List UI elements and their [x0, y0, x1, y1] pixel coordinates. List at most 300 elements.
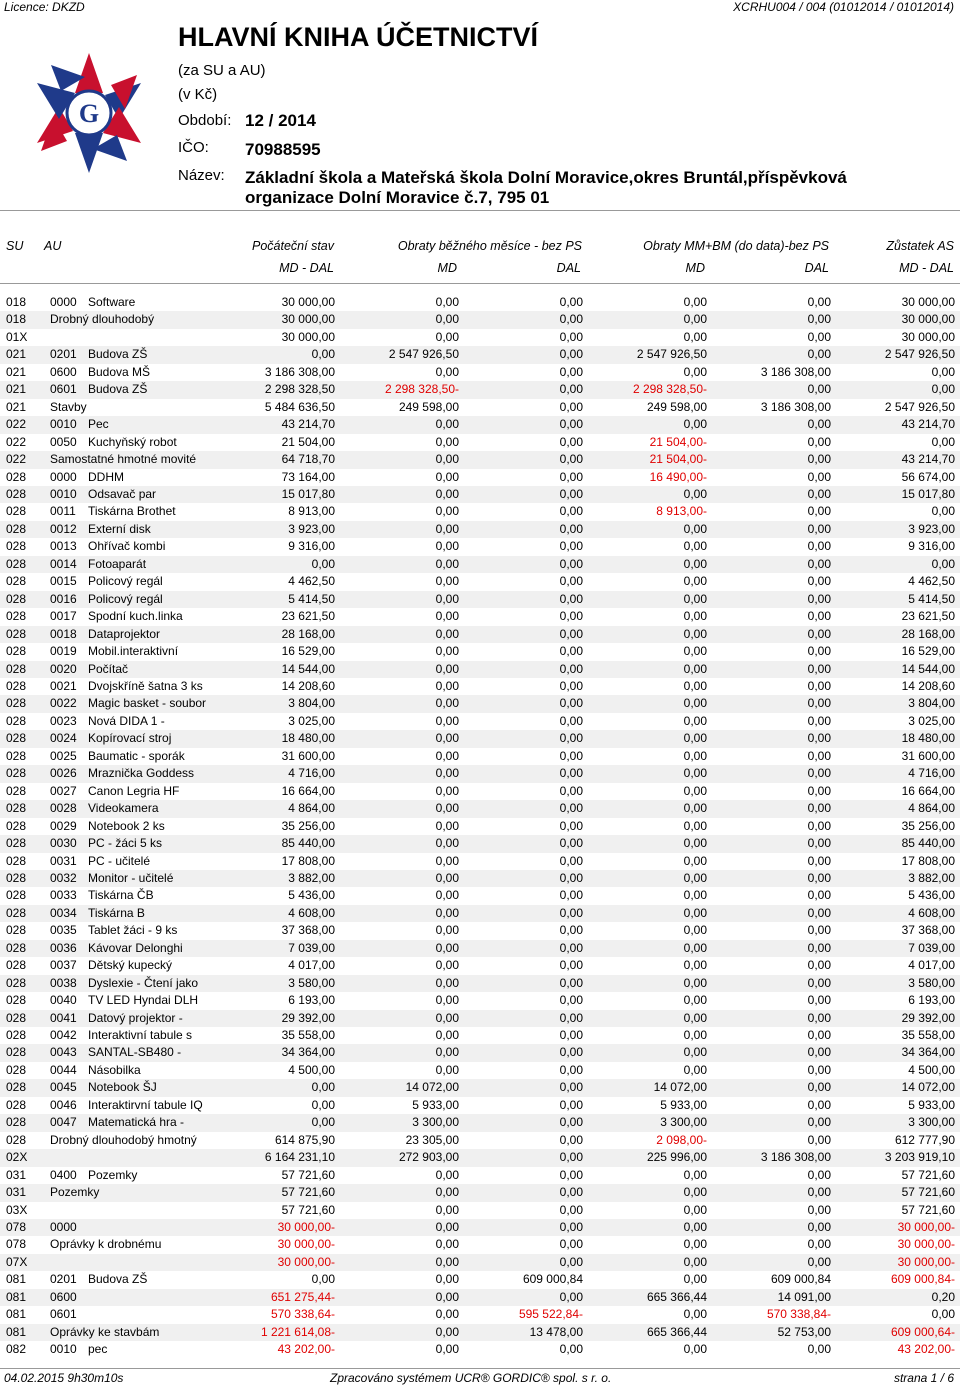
cell-balance: 3 580,00	[831, 975, 960, 992]
cell-ps: 57 721,60	[218, 1184, 335, 1201]
cell-balance: 28 168,00	[831, 626, 960, 643]
cell-ps: 57 721,60	[281, 1202, 335, 1217]
cell-name: Kávovar Delonghi	[88, 940, 218, 957]
cell-balance: 6 193,00	[908, 993, 955, 1008]
cell-md-month: 0,00	[335, 1254, 459, 1271]
cell-balance: 5 933,00	[908, 1097, 955, 1112]
col-dal2: DAL	[804, 261, 829, 275]
cell-au	[50, 1149, 88, 1166]
cell-au: Samostatné hmotné movité	[50, 451, 218, 468]
cell-md-cum: 249 598,00	[646, 399, 707, 414]
cell-balance: 612 777,90	[894, 1132, 955, 1147]
cell-md-month: 0,00	[435, 1272, 459, 1287]
cell-md-month: 0,00	[435, 469, 459, 484]
cell-name: Fotoaparát	[88, 556, 218, 573]
cell-au: 0201	[50, 1272, 77, 1287]
cell-name: Budova MŠ	[88, 364, 151, 379]
table-row	[0, 661, 960, 678]
cell-su: 028	[6, 713, 27, 728]
cell-name: Tablet žáci - 9 ks	[88, 923, 178, 938]
cell-md-month: 0,00	[435, 713, 459, 728]
cell-dal-cum: 0,00	[707, 1219, 831, 1236]
cell-su: 028	[6, 783, 27, 798]
cell-name: PC - žáci 5 ks	[88, 835, 218, 852]
cell-md-month: 5 933,00	[412, 1097, 459, 1112]
table-row	[0, 887, 960, 904]
cell-md-month: 0,00	[335, 765, 459, 782]
cell-ps: 4 864,00	[218, 800, 335, 817]
cell-dal-month: 0,00	[459, 1219, 583, 1236]
cell-ps: 28 168,00	[218, 626, 335, 643]
cell-md-month: 23 305,00	[405, 1132, 459, 1147]
cell-md-month: 0,00	[335, 521, 459, 538]
cell-dal-cum: 0,00	[807, 644, 831, 659]
cell-au: Oprávky k drobnému	[50, 1237, 162, 1252]
cell-ps: 73 164,00	[281, 469, 335, 484]
cell-dal-cum: 0,00	[807, 818, 831, 833]
cell-md-cum: 8 913,00-	[656, 504, 707, 519]
cell-balance: 3 882,00	[831, 870, 960, 887]
cell-dal-month: 0,00	[459, 765, 583, 782]
cell-dal-cum: 0,00	[807, 504, 831, 519]
table-row	[0, 1167, 960, 1184]
cell-su: 028	[6, 818, 27, 833]
cell-md-cum: 0,00	[583, 1219, 707, 1236]
cell-ps: 5 436,00	[288, 888, 335, 903]
cell-ps: 2 298 328,50	[218, 381, 335, 398]
cell-au: 0040	[50, 993, 77, 1008]
cell-dal-month: 0,00	[559, 329, 583, 344]
cell-md-cum: 0,00	[683, 923, 707, 938]
cell-balance: 34 364,00	[831, 1044, 960, 1061]
cell-md-month: 0,00	[435, 1028, 459, 1043]
cell-au: Stavby	[50, 399, 87, 414]
cell-au: 0400	[50, 1167, 77, 1182]
cell-dal-cum: 0,00	[707, 905, 831, 922]
cell-name: Canon Legria HF	[88, 783, 180, 798]
cell-ps: 14 544,00	[218, 661, 335, 678]
cell-dal-month: 0,00	[559, 469, 583, 484]
cell-md-cum: 0,00	[683, 818, 707, 833]
table-row	[0, 451, 960, 468]
cell-dal-month: 0,00	[459, 591, 583, 608]
cell-md-month: 0,00	[435, 1237, 459, 1252]
cell-ps: 1 221 614,08-	[218, 1324, 335, 1341]
cell-ps: 30 000,00	[218, 311, 335, 328]
cell-md-month: 0,00	[435, 678, 459, 693]
table-row	[0, 1236, 960, 1253]
cell-balance: 23 621,50	[901, 609, 955, 624]
cell-balance: 3 203 919,10	[831, 1149, 960, 1166]
cell-dal-month: 0,00	[559, 399, 583, 414]
cell-dal-month: 0,00	[459, 1184, 583, 1201]
cell-name: Mobil.interaktivní	[88, 644, 179, 659]
cell-ps: 0,00	[218, 1079, 335, 1096]
cell-su: 028	[6, 504, 27, 519]
col-au: AU	[44, 239, 62, 253]
cell-au: 0044	[50, 1062, 77, 1077]
cell-md-cum: 0,00	[583, 905, 707, 922]
cell-ps: 30 000,00	[281, 329, 335, 344]
cell-dal-month: 0,00	[459, 975, 583, 992]
table-row	[0, 538, 960, 555]
cell-ps: 8 913,00	[288, 504, 335, 519]
cell-dal-cum: 0,00	[707, 1114, 831, 1131]
footer	[0, 1368, 960, 1387]
cell-dal-cum: 0,00	[807, 539, 831, 554]
cell-su: 028	[6, 609, 27, 624]
report-title: HLAVNÍ KNIHA ÚČETNICTVÍ	[178, 22, 538, 52]
cell-dal-month: 0,00	[459, 905, 583, 922]
cell-name: SANTAL-SB480 -	[88, 1044, 218, 1061]
table-row	[0, 730, 960, 747]
cell-name: Spodní kuch.linka	[88, 609, 183, 624]
table-row	[0, 1097, 960, 1114]
table-row	[0, 975, 960, 992]
cell-dal-month: 0,00	[559, 1202, 583, 1217]
cell-dal-cum: 0,00	[707, 311, 831, 328]
cell-su: 021	[0, 346, 50, 363]
table-row	[0, 940, 960, 957]
table-row	[0, 591, 960, 608]
cell-dal-cum: 3 186 308,00	[707, 1149, 831, 1166]
cell-md-month: 0,00	[435, 783, 459, 798]
cell-md-cum: 0,00	[583, 695, 707, 712]
cell-au: 0014	[50, 556, 88, 573]
cell-name: Dyslexie - Čtení jako	[88, 975, 218, 992]
cell-md-month: 0,00	[335, 1324, 459, 1341]
table-row	[0, 573, 960, 590]
table-row	[0, 853, 960, 870]
cell-dal-cum: 0,00	[707, 451, 831, 468]
cell-name: Kuchyňský robot	[88, 434, 177, 449]
table-row	[0, 1079, 960, 1096]
cell-md-cum: 21 504,00-	[583, 451, 707, 468]
cell-su: 028	[6, 539, 27, 554]
cell-dal-month: 0,00	[559, 853, 583, 868]
cell-dal-cum: 0,00	[707, 695, 831, 712]
cell-md-month: 0,00	[335, 451, 459, 468]
cell-dal-month: 0,00	[559, 574, 583, 589]
table-row	[0, 800, 960, 817]
cell-su: 028	[6, 1062, 27, 1077]
cell-md-cum: 0,00	[583, 975, 707, 992]
cell-ps: 29 392,00	[218, 1010, 335, 1027]
cell-balance: 30 000,00	[831, 311, 960, 328]
cell-dal-month: 0,00	[559, 1237, 583, 1252]
cell-dal-cum: 0,00	[807, 958, 831, 973]
cell-md-cum: 0,00	[583, 521, 707, 538]
cell-balance: 609 000,84-	[890, 1272, 955, 1287]
cell-balance: 43 214,70	[831, 416, 960, 433]
cell-balance: 4 017,00	[908, 958, 955, 973]
cell-md-month: 14 072,00	[335, 1079, 459, 1096]
cell-name: Notebook ŠJ	[88, 1079, 218, 1096]
cell-md-cum: 0,00	[583, 591, 707, 608]
cell-au: 0047	[50, 1114, 88, 1131]
cell-dal-month: 0,00	[559, 783, 583, 798]
cell-dal-month: 609 000,84	[522, 1272, 583, 1287]
cell-balance: 609 000,64-	[831, 1324, 960, 1341]
cell-su: 028	[0, 626, 50, 643]
cell-au: 0028	[50, 800, 88, 817]
cell-ps: 570 338,64-	[270, 1307, 335, 1322]
cell-su: 022	[0, 416, 50, 433]
cell-name: Monitor - učitelé	[88, 870, 218, 887]
cell-au: 0010	[50, 486, 88, 503]
cell-su: 021	[6, 364, 27, 379]
cell-md-cum: 0,00	[683, 539, 707, 554]
cell-balance: 0,00	[931, 1307, 955, 1322]
subtitle-currency: (v Kč)	[178, 86, 218, 103]
cell-balance: 0,00	[931, 504, 955, 519]
cell-ps: 3 025,00	[288, 713, 335, 728]
cell-balance: 57 721,60	[901, 1167, 955, 1182]
table-row	[0, 870, 960, 887]
cell-au: 0000	[50, 1219, 88, 1236]
cell-ps: 0,00	[218, 346, 335, 363]
table-row	[0, 748, 960, 765]
cell-balance: 30 000,00-	[831, 1254, 960, 1271]
cell-su: 031	[6, 1167, 27, 1182]
cell-au	[50, 329, 88, 346]
cell-md-month: 0,00	[335, 1184, 459, 1201]
cell-md-cum: 0,00	[683, 1167, 707, 1182]
cell-au: 0029	[50, 818, 77, 833]
table-row	[0, 695, 960, 712]
cell-md-month: 0,00	[435, 434, 459, 449]
table-row	[0, 818, 960, 835]
col-ps: Počáteční stav	[252, 239, 334, 253]
cell-name: Interaktivní tabule s	[88, 1028, 193, 1043]
cell-ps: 18 480,00	[218, 730, 335, 747]
period-label: Období:	[178, 112, 232, 129]
cell-au: 0041	[50, 1010, 88, 1027]
cell-su: 028	[6, 1132, 27, 1147]
cell-name	[88, 1202, 218, 1219]
cell-su: 028	[6, 469, 27, 484]
table-row	[0, 608, 960, 625]
organization-name-line2: organizace Dolní Moravice č.7, 795 01	[245, 188, 550, 207]
cell-ps: 4 608,00	[218, 905, 335, 922]
cell-au: 0011	[50, 504, 76, 519]
cell-au: 0034	[50, 905, 88, 922]
cell-dal-cum: 0,00	[807, 469, 831, 484]
cell-md-month: 0,00	[435, 1167, 459, 1182]
cell-md-month: 3 300,00	[335, 1114, 459, 1131]
cell-md-month: 0,00	[335, 835, 459, 852]
cell-md-month: 2 298 328,50-	[335, 381, 459, 398]
table-row	[0, 1010, 960, 1027]
cell-md-month: 0,00	[335, 626, 459, 643]
cell-name: DDHM	[88, 469, 124, 484]
cell-md-cum: 0,00	[583, 730, 707, 747]
cell-balance: 16 529,00	[901, 644, 955, 659]
cell-md-cum: 21 504,00-	[649, 434, 707, 449]
organization-name	[245, 168, 945, 208]
table-row	[0, 1149, 960, 1166]
cell-au: 0013	[50, 539, 77, 554]
cell-dal-month: 0,00	[459, 1010, 583, 1027]
footer-date: 04.02.2015 9h30m10s	[4, 1371, 124, 1385]
cell-md-month: 0,00	[435, 1062, 459, 1077]
cell-su: 028	[6, 644, 27, 659]
table-row	[0, 486, 960, 503]
cell-name	[88, 1149, 218, 1166]
logo-letter: G	[78, 99, 100, 128]
table-row	[0, 1324, 960, 1341]
cell-balance: 0,00	[831, 381, 960, 398]
table-row	[0, 1027, 960, 1044]
cell-name: Tiskárna ČB	[88, 888, 154, 903]
cell-dal-cum: 0,00	[807, 574, 831, 589]
cell-dal-month: 0,00	[559, 1342, 583, 1357]
cell-dal-cum: 14 091,00	[707, 1289, 831, 1306]
cell-name: Interaktirvní tabule IQ	[88, 1097, 203, 1112]
cell-md-cum: 0,00	[683, 1062, 707, 1077]
cell-ps: 43 214,70	[218, 416, 335, 433]
cell-dal-month: 0,00	[459, 800, 583, 817]
cell-balance: 16 664,00	[901, 783, 955, 798]
cell-name: pec	[88, 1342, 108, 1357]
cell-ps: 34 364,00	[218, 1044, 335, 1061]
cell-au: 0600	[50, 364, 77, 379]
cell-name	[88, 1254, 218, 1271]
cell-su: 081	[6, 1272, 27, 1287]
cell-balance: 5 414,50	[831, 591, 960, 608]
cell-dal-cum: 0,00	[707, 521, 831, 538]
cell-dal-month: 0,00	[559, 295, 583, 309]
cell-md-cum: 0,00	[683, 1307, 707, 1322]
cell-md-month: 0,00	[335, 311, 459, 328]
cell-md-month: 272 903,00	[335, 1149, 459, 1166]
cell-su: 081	[0, 1324, 50, 1341]
cell-ps: 30 000,00-	[218, 1219, 335, 1236]
table-row	[0, 1132, 960, 1149]
cell-ps: 4 462,50	[288, 574, 335, 589]
cell-md-cum: 0,00	[683, 993, 707, 1008]
cell-dal-cum: 0,00	[807, 888, 831, 903]
cell-ps: 57 721,60	[281, 1167, 335, 1182]
footer-system: Zpracováno systémem UCR® GORDIC® spol. s r. o.	[330, 1371, 612, 1385]
cell-ps: 3 882,00	[218, 870, 335, 887]
cell-dal-month: 0,00	[559, 609, 583, 624]
cell-su: 028	[0, 521, 50, 538]
table-row	[0, 957, 960, 974]
cell-balance: 14 072,00	[831, 1079, 960, 1096]
cell-ps: 7 039,00	[218, 940, 335, 957]
cell-dal-cum: 0,00	[707, 591, 831, 608]
cell-dal-month: 0,00	[559, 923, 583, 938]
cell-md-cum: 0,00	[683, 295, 707, 309]
cell-ps: 30 000,00	[281, 295, 335, 309]
cell-md-month: 0,00	[435, 364, 459, 379]
cell-ps: 85 440,00	[218, 835, 335, 852]
cell-md-cum: 0,00	[683, 609, 707, 624]
cell-dal-month: 0,00	[559, 1028, 583, 1043]
cell-ps: 0,00	[311, 1097, 335, 1112]
cell-au: 0023	[50, 713, 77, 728]
cell-ps: 0,00	[311, 1272, 335, 1287]
cell-dal-cum: 0,00	[807, 678, 831, 693]
cell-md-cum: 0,00	[583, 661, 707, 678]
cell-md-month: 0,00	[435, 644, 459, 659]
cell-balance: 57 721,60	[831, 1184, 960, 1201]
cell-dal-month: 0,00	[459, 451, 583, 468]
cell-au: Pozemky	[50, 1184, 218, 1201]
cell-md-cum: 16 490,00-	[649, 469, 707, 484]
cell-au: 0045	[50, 1079, 88, 1096]
report-code: XCRHU004 / 004 (01012014 / 01012014)	[733, 0, 954, 14]
cell-dal-cum: 0,00	[807, 993, 831, 1008]
cell-au: 0012	[50, 521, 88, 538]
cell-name: Násobilka	[88, 1062, 141, 1077]
cell-md-cum: 0,00	[683, 713, 707, 728]
cell-dal-month: 0,00	[459, 1289, 583, 1306]
cell-ps: 43 202,00-	[277, 1342, 335, 1357]
cell-md-month: 0,00	[335, 416, 459, 433]
cell-su: 028	[6, 1097, 27, 1112]
cell-au: 0017	[50, 609, 77, 624]
cell-dal-month: 0,00	[459, 940, 583, 957]
cell-au: 0027	[50, 783, 77, 798]
cell-md-cum: 2 298 328,50-	[583, 381, 707, 398]
cell-dal-cum: 0,00	[807, 1028, 831, 1043]
table-row	[0, 364, 960, 381]
cell-au: Oprávky ke stavbám	[50, 1324, 218, 1341]
cell-md-month: 0,00	[435, 1342, 459, 1357]
table-row	[0, 713, 960, 730]
cell-dal-month: 0,00	[459, 730, 583, 747]
col-su: SU	[6, 239, 24, 253]
cell-ps: 651 275,44-	[218, 1289, 335, 1306]
table-row	[0, 992, 960, 1009]
cell-ps: 16 664,00	[281, 783, 335, 798]
cell-md-month: 0,00	[435, 295, 459, 309]
cell-su: 028	[6, 748, 27, 763]
cell-md-cum: 0,00	[583, 1184, 707, 1201]
cell-name: Externí disk	[88, 521, 218, 538]
cell-su: 028	[0, 940, 50, 957]
cell-dal-month: 0,00	[559, 958, 583, 973]
cell-dal-cum: 609 000,84	[770, 1272, 831, 1287]
cell-au: 0019	[50, 644, 77, 659]
table-row	[0, 311, 960, 328]
cell-dal-cum: 0,00	[707, 800, 831, 817]
table-row	[0, 783, 960, 800]
cell-name	[88, 1219, 218, 1236]
cell-dal-month: 0,00	[559, 434, 583, 449]
cell-dal-cum: 0,00	[707, 765, 831, 782]
cell-md-cum: 2 547 926,50	[583, 346, 707, 363]
cell-name: Dataprojektor	[88, 626, 218, 643]
cell-au: 0032	[50, 870, 88, 887]
col-obraty-mm: Obraty MM+BM (do data)-bez PS	[643, 239, 829, 253]
cell-balance: 0,00	[931, 364, 955, 379]
cell-ps: 0,00	[218, 1114, 335, 1131]
cell-dal-cum: 0,00	[807, 609, 831, 624]
table-row	[0, 1114, 960, 1131]
cell-md-cum: 0,00	[583, 486, 707, 503]
cell-dal-month: 0,00	[459, 521, 583, 538]
table-row	[0, 416, 960, 433]
cell-md-month: 0,00	[335, 870, 459, 887]
cell-dal-cum: 0,00	[707, 975, 831, 992]
cell-su: 03X	[6, 1202, 28, 1217]
cell-balance: 29 392,00	[831, 1010, 960, 1027]
cell-dal-month: 595 522,84-	[518, 1307, 583, 1322]
cell-au: 0024	[50, 730, 88, 747]
